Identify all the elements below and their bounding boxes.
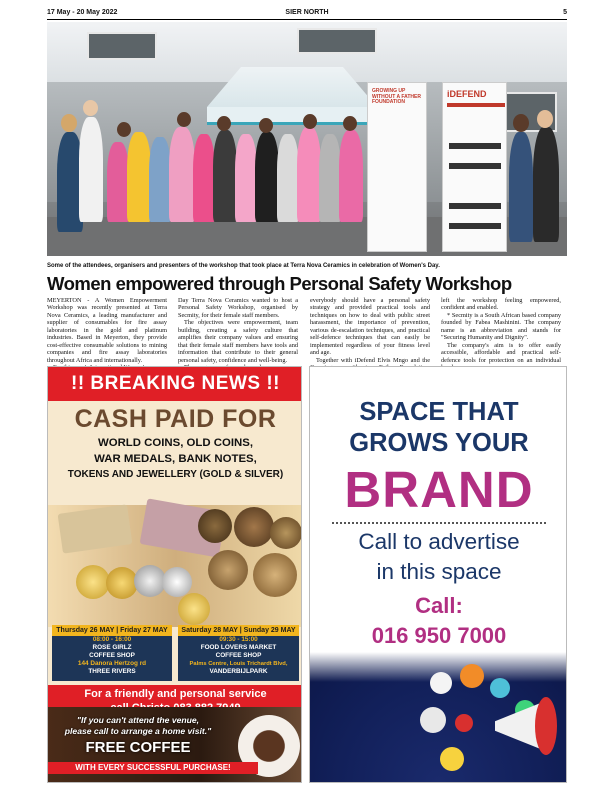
- headline-line: GROWS YOUR: [349, 429, 529, 457]
- coin-image: [208, 550, 248, 590]
- item-line: WORLD COINS, OLD COINS,: [97, 437, 254, 449]
- issue-date: 17 May - 20 May 2022: [47, 9, 118, 16]
- foundation-banner-title: GROWING UP WITHOUT A FATHER FOUNDATION: [372, 88, 421, 105]
- paragraph: MEYERTON - A Women Empowerment Workshop was recently presented at Terra Nova Ceramics, a leading manufacturer and supplier of consumables for fire assay laboratories in the gold and platinum industries. Based in Meyerton, they provide cost-effective consumable solutions to mining companies and fire assay laboratories throughout Africa and internationally.: [47, 297, 167, 364]
- coins-image: [48, 505, 302, 627]
- paragraph: everybody should have a personal safety strategy and provided practical tools and techniques on how to deal with public street harassment, the importance of prevention, various de-escalation techniques, and practical self-defence techniques that can easily be implemented regardless of your fitness level and age.: [310, 297, 430, 357]
- cta-line: in this space: [376, 559, 502, 584]
- home-visit-note: [48, 715, 228, 737]
- event-dates: Thursday 26 MAY | Friday 27 MAY: [52, 625, 172, 636]
- call-label: Call:: [415, 593, 463, 618]
- brand-word: BRAND: [344, 461, 534, 518]
- advertise-here-ad: [309, 366, 567, 783]
- megaphone-bell-icon: [535, 697, 557, 755]
- paragraph: left the workshop feeling empowered, confident and enabled.: [441, 297, 561, 312]
- email-icon: [420, 707, 446, 733]
- paragraph: The objectives were empowerment, team building, creating a safety culture that amplifies their company values and ensuring that their female staff members have tools and information that contribute to their general personal safety, confidence and well-being.: [178, 319, 298, 364]
- space-that-grows-title: [310, 397, 567, 459]
- gold-coin-icon: [178, 593, 210, 625]
- event-address: Palms Centre, Louis Trichardt Blvd,: [189, 661, 288, 667]
- breaking-news-banner: !! BREAKING NEWS !!: [48, 367, 302, 401]
- item-line: TOKENS AND JEWELLERY (GOLD & SILVER): [67, 469, 284, 480]
- paragraph: Together with iDefend Elvis Mngo and the: [316, 356, 430, 364]
- coin-image: [234, 507, 274, 547]
- coin-image: [270, 517, 302, 549]
- settings-icon: [490, 678, 510, 698]
- friendly-service-text: For a friendly and personal service: [84, 688, 267, 700]
- article-column-1: [47, 297, 167, 372]
- coin-image: [253, 553, 297, 597]
- coin-buyer-ad: [47, 366, 302, 783]
- event-time: 09:30 - 15:00: [219, 636, 258, 643]
- gold-coin-icon: [76, 565, 110, 599]
- phone-number: 016 950 7000: [371, 623, 507, 648]
- item-line: WAR MEDALS, BANK NOTES,: [94, 453, 257, 465]
- paragraph: The company's aim is to offer easily accessible, affordable and practical self-defence tools for protection on an individual: [441, 341, 561, 364]
- chart-icon: [460, 664, 484, 688]
- coin-image: [198, 509, 232, 543]
- banknote-image: [58, 504, 133, 553]
- home-visit-line: "If you can't attend the venue,: [76, 715, 200, 725]
- publication-name: SIER NORTH: [285, 9, 329, 16]
- free-coffee-title: FREE COFFEE: [85, 739, 191, 756]
- like-icon: [455, 714, 473, 732]
- event-venue: ROSE GIRLZ: [92, 644, 132, 651]
- event-venue: COFFEE SHOP: [215, 652, 262, 659]
- event-dates: Saturday 28 MAY | Sunday 29 MAY: [178, 625, 299, 636]
- dotted-divider: [332, 522, 546, 524]
- cta-line: Call to advertise: [358, 529, 520, 554]
- silver-coin-icon: [162, 567, 192, 597]
- building-window: [87, 32, 157, 60]
- article-column-2: [178, 297, 298, 372]
- home-visit-line: please call to arrange a home visit.": [64, 726, 212, 736]
- event-thursday-friday: [52, 625, 172, 681]
- article-body: [47, 297, 567, 365]
- event-saturday-sunday: [178, 625, 299, 681]
- event-address: 144 Danora Hertzog rd: [77, 660, 147, 667]
- lightbulb-icon: [440, 747, 464, 771]
- paragraph: * Secmity is a South African based company founded by Fabea Mashinini. The company name is an abbreviation and stands for "Securing Humanity and Dignity".: [441, 311, 561, 342]
- foundation-banner: [367, 82, 427, 252]
- event-town: VANDERBIJLPARK: [209, 668, 268, 675]
- event-town: THREE RIVERS: [88, 668, 136, 675]
- event-time: 08:00 - 16:00: [92, 636, 132, 643]
- header-rule: [47, 19, 567, 20]
- purchase-banner: WITH EVERY SUCCESSFUL PURCHASE!: [48, 762, 258, 774]
- paragraph: Day Terra Nova Ceramics wanted to host a Personal Safety Workshop, organised by Secmity, for their female staff members.: [178, 297, 298, 319]
- article-column-4: [441, 297, 561, 372]
- chat-bubble-icon: [430, 672, 452, 694]
- call-to-advertise: [310, 527, 567, 587]
- headline-line: SPACE THAT: [359, 398, 519, 426]
- event-venue: FOOD LOVERS MARKET: [200, 644, 277, 651]
- event-venue: COFFEE SHOP: [89, 652, 135, 659]
- article-headline: Women empowered through Personal Safety Workshop: [47, 273, 512, 294]
- photo-caption: Some of the attendees, organisers and presenters of the workshop that took place at Terra Nova Ceramics in celebration of Women's Day.: [47, 263, 440, 269]
- idefend-banner-title: iDEFEND: [447, 89, 487, 99]
- article-photo: [47, 22, 567, 256]
- page-number: 5: [563, 9, 567, 16]
- cash-paid-title: CASH PAID FOR: [74, 405, 277, 433]
- idefend-banner: [442, 82, 507, 252]
- building-window: [297, 28, 377, 54]
